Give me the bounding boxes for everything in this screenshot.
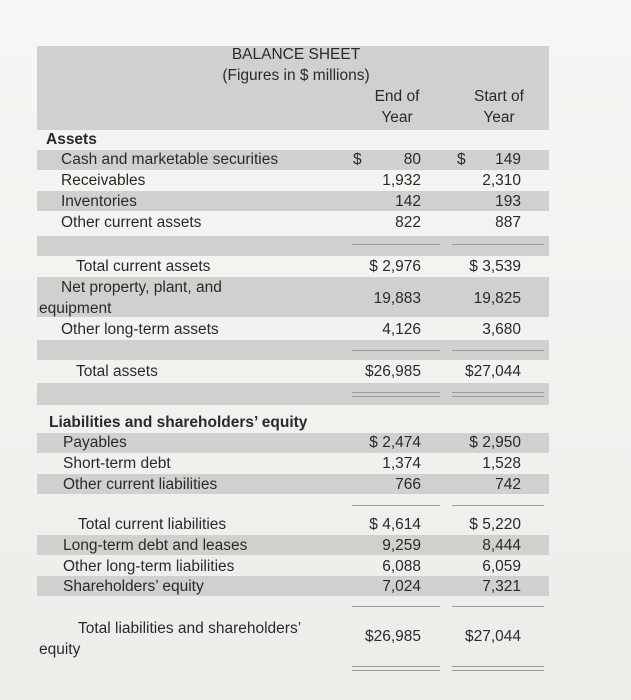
- col-start-header-line2: Year: [483, 109, 515, 126]
- sheet-subtitle: (Figures in $ millions): [222, 67, 370, 84]
- end-value: $26,985: [364, 628, 421, 645]
- asset-row-band: [37, 383, 549, 405]
- asset-row-band: [37, 236, 549, 256]
- start-value: $27,044: [464, 628, 521, 645]
- sheet-title: BALANCE SHEET: [231, 46, 361, 63]
- end-value: 142: [395, 193, 421, 210]
- currency-symbol: $: [353, 151, 362, 168]
- net-property-label-cont: equipment: [39, 300, 112, 317]
- start-value: $ 5,220: [469, 516, 521, 533]
- subtotal-rule: [452, 606, 544, 607]
- total-double-rule: [452, 396, 544, 397]
- start-value: 887: [495, 214, 521, 231]
- subtotal-rule: [352, 244, 440, 245]
- start-value: 1,528: [482, 455, 521, 472]
- total-current-liabilities-label: Total current liabilities: [78, 516, 227, 533]
- total-double-rule: [352, 666, 440, 667]
- total-double-rule: [452, 670, 544, 671]
- col-end-header-line1: End of: [374, 88, 420, 105]
- row-label: Other current liabilities: [63, 476, 218, 493]
- subtotal-rule: [452, 505, 544, 506]
- end-value: 19,883: [373, 290, 421, 307]
- col-end-header-line2: Year: [381, 109, 413, 126]
- end-value: 4,126: [382, 321, 421, 338]
- end-value: 80: [403, 151, 421, 168]
- total-double-rule: [352, 396, 440, 397]
- total-double-rule: [452, 392, 544, 393]
- end-value: 766: [395, 476, 421, 493]
- end-value: $ 2,976: [369, 258, 421, 275]
- row-label: Short-term debt: [63, 455, 171, 472]
- end-value: $ 4,614: [369, 516, 421, 533]
- subtotal-rule: [352, 350, 440, 351]
- row-label: Shareholders’ equity: [63, 578, 204, 595]
- col-start-header-line1: Start of: [474, 88, 524, 105]
- end-value: 1,932: [382, 172, 421, 189]
- end-value: 6,088: [382, 558, 421, 575]
- row-label: Other long-term liabilities: [63, 558, 235, 575]
- subtotal-rule: [352, 505, 440, 506]
- subtotal-rule: [452, 350, 544, 351]
- row-label: Long-term debt and leases: [63, 537, 248, 554]
- total-double-rule: [352, 670, 440, 671]
- end-value: 1,374: [382, 455, 421, 472]
- currency-symbol: $: [457, 151, 466, 168]
- start-value: $ 2,950: [469, 434, 521, 451]
- start-value: 6,059: [482, 558, 521, 575]
- total-assets-label: Total assets: [76, 363, 158, 380]
- total-double-rule: [352, 392, 440, 393]
- end-value: 9,259: [382, 537, 421, 554]
- start-value: 3,680: [482, 321, 521, 338]
- total-liabilities-equity-label: Total liabilities and shareholders’: [78, 620, 302, 637]
- start-value: $27,044: [464, 363, 521, 380]
- start-value: 149: [495, 151, 521, 168]
- row-label: Payables: [63, 434, 127, 451]
- end-value: $26,985: [364, 363, 421, 380]
- net-property-label: Net property, plant, and: [61, 279, 222, 296]
- end-value: 822: [395, 214, 421, 231]
- row-label: Other current assets: [61, 214, 202, 231]
- row-label: Receivables: [61, 172, 146, 189]
- assets-heading: Assets: [46, 131, 97, 148]
- start-value: 19,825: [473, 290, 521, 307]
- total-current-assets-label: Total current assets: [76, 258, 211, 275]
- end-value: $ 2,474: [369, 434, 421, 451]
- start-value: 193: [495, 193, 521, 210]
- total-liabilities-equity-label-cont: equity: [39, 641, 81, 658]
- subtotal-rule: [352, 606, 440, 607]
- start-value: $ 3,539: [469, 258, 521, 275]
- row-label: Inventories: [61, 193, 137, 210]
- total-double-rule: [452, 666, 544, 667]
- end-value: 7,024: [382, 578, 421, 595]
- start-value: 7,321: [482, 578, 521, 595]
- subtotal-rule: [452, 244, 544, 245]
- start-value: 2,310: [482, 172, 521, 189]
- row-label: Cash and marketable securities: [61, 151, 279, 168]
- liabilities-heading: Liabilities and shareholders’ equity: [49, 414, 308, 431]
- row-label: Other long-term assets: [61, 321, 219, 338]
- start-value: 8,444: [482, 537, 521, 554]
- start-value: 742: [495, 476, 521, 493]
